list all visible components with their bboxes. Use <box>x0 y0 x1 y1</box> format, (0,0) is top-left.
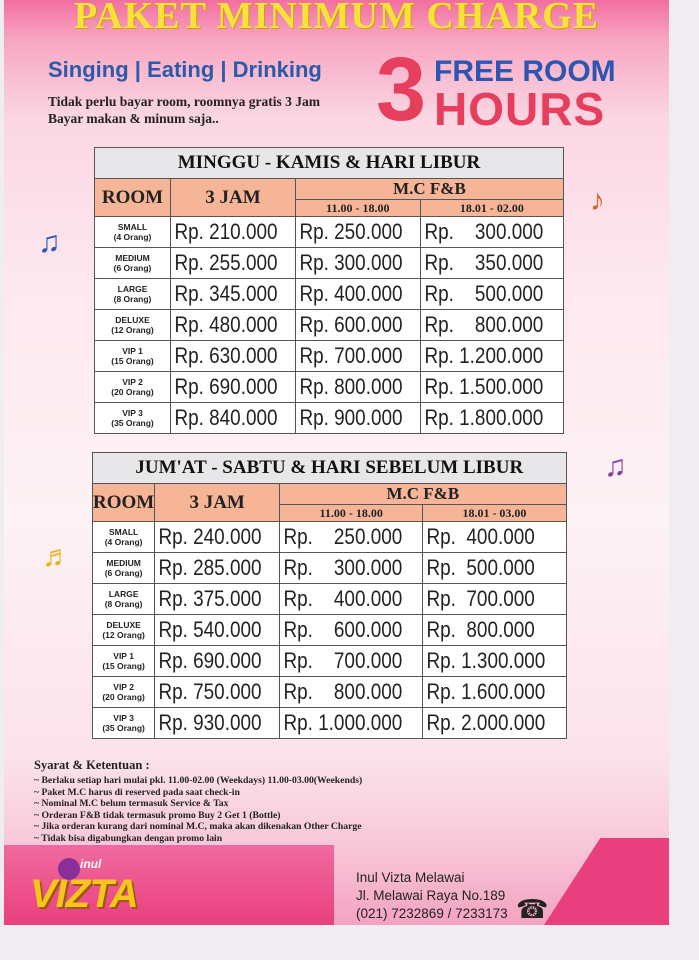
price-3jam: Rp. 345.000 <box>174 281 278 306</box>
price-slot-2: Rp. 1.200.000 <box>424 343 544 368</box>
promo-line-1: FREE ROOM <box>434 55 616 88</box>
table-row <box>95 248 564 279</box>
terms-title: Syarat & Ketentuan : <box>34 758 150 772</box>
room-name: VIP 1 <box>113 651 134 661</box>
col-mc: M.C F&B <box>295 179 563 200</box>
table-row <box>93 615 567 646</box>
promo-flyer <box>4 0 669 925</box>
price-3jam: Rp. 285.000 <box>158 555 262 580</box>
table-body <box>93 522 567 739</box>
price-slot-2: Rp. 1.300.000 <box>426 648 546 673</box>
room-capacity: (8 Orang) <box>104 599 143 609</box>
price-slot-1: Rp. 250.000 <box>299 219 403 244</box>
price-slot-1: Rp. 300.000 <box>283 555 403 580</box>
address-block <box>356 869 508 923</box>
terms-item: ~ Paket M.C harus di reserved pada saat check-in <box>34 786 240 798</box>
room-capacity: (15 Orang) <box>102 661 145 671</box>
address-line-3: (021) 7232869 / 7233173 <box>356 906 508 921</box>
table-heading: MINGGU - KAMIS & HARI LIBUR <box>95 148 564 179</box>
room-capacity: (35 Orang) <box>102 723 145 733</box>
price-slot-1: Rp. 800.000 <box>283 679 403 704</box>
room-name: SMALL <box>108 527 139 537</box>
room-capacity: (20 Orang) <box>102 692 145 702</box>
music-note-icon: ♫ <box>38 226 61 259</box>
room-name: MEDIUM <box>115 253 150 263</box>
room-capacity: (35 Orang) <box>111 418 154 428</box>
price-3jam: Rp. 750.000 <box>158 679 262 704</box>
price-table-weekdays <box>94 147 564 434</box>
room-capacity: (4 Orang) <box>104 537 143 547</box>
table-row <box>95 279 564 310</box>
table-row <box>95 341 564 372</box>
footer-corner <box>544 838 669 925</box>
table-row <box>95 372 564 403</box>
logo-inul: inul <box>80 857 102 871</box>
room-name: VIP 3 <box>122 408 143 418</box>
col-slot-2: 18.01 - 02.00 <box>420 200 563 217</box>
price-3jam: Rp. 690.000 <box>158 648 262 673</box>
price-slot-1: Rp. 700.000 <box>299 343 403 368</box>
music-note-icon: ♫ <box>604 450 627 483</box>
room-name: SMALL <box>117 222 148 232</box>
table-row <box>95 403 564 434</box>
price-3jam: Rp. 930.000 <box>158 710 262 735</box>
price-slot-2: Rp. 500.000 <box>424 281 544 306</box>
price-slot-2: Rp. 500.000 <box>426 555 536 580</box>
price-3jam: Rp. 840.000 <box>174 405 278 430</box>
price-slot-2: Rp. 1.600.000 <box>426 679 546 704</box>
table-body <box>95 217 564 434</box>
subtext-line-1: Tidak perlu bayar room, roomnya gratis 3 Jam <box>48 94 321 109</box>
promo-number: 3 <box>376 40 427 140</box>
table-row <box>93 646 567 677</box>
price-slot-2: Rp. 800.000 <box>426 617 536 642</box>
table-row <box>93 584 567 615</box>
table-row <box>93 522 567 553</box>
price-slot-1: Rp. 800.000 <box>299 374 403 399</box>
col-slot-1: 11.00 - 18.00 <box>295 200 420 217</box>
address-line-2: Jl. Melawai Raya No.189 <box>356 888 506 903</box>
price-3jam: Rp. 240.000 <box>158 524 262 549</box>
table-row <box>93 677 567 708</box>
room-capacity: (8 Orang) <box>113 294 152 304</box>
price-3jam: Rp. 480.000 <box>174 312 278 337</box>
price-slot-2: Rp. 2.000.000 <box>426 710 546 735</box>
terms-item: ~ Jika orderan kurang dari nominal M.C, maka akan dikenakan Other Charge <box>34 821 362 833</box>
room-name: LARGE <box>117 284 148 294</box>
price-slot-1: Rp. 250.000 <box>283 524 403 549</box>
price-3jam: Rp. 255.000 <box>174 250 278 275</box>
room-capacity: (6 Orang) <box>113 263 152 273</box>
price-3jam: Rp. 690.000 <box>174 374 278 399</box>
table-heading: JUM'AT - SABTU & HARI SEBELUM LIBUR <box>93 453 567 484</box>
price-slot-2: Rp. 1.800.000 <box>424 405 544 430</box>
room-name: VIP 1 <box>122 346 143 356</box>
col-3jam: 3 JAM <box>155 484 280 522</box>
table-row <box>93 553 567 584</box>
price-slot-1: Rp. 600.000 <box>283 617 403 642</box>
price-slot-1: Rp. 900.000 <box>299 405 403 430</box>
price-3jam: Rp. 210.000 <box>174 219 278 244</box>
room-name: VIP 2 <box>122 377 143 387</box>
table-row <box>93 708 567 739</box>
table-row <box>95 217 564 248</box>
tagline: Singing | Eating | Drinking <box>48 57 322 82</box>
price-slot-1: Rp. 300.000 <box>299 250 403 275</box>
table-row <box>95 310 564 341</box>
room-name: LARGE <box>108 589 139 599</box>
col-slot-2: 18.01 - 03.00 <box>423 505 566 522</box>
music-note-icon: ♪ <box>590 184 605 217</box>
price-slot-2: Rp. 700.000 <box>426 586 536 611</box>
room-name: VIP 2 <box>113 682 134 692</box>
terms-section <box>34 758 362 845</box>
address-line-1: Inul Vizta Melawai <box>356 870 465 885</box>
price-slot-1: Rp. 700.000 <box>283 648 403 673</box>
price-3jam: Rp. 540.000 <box>158 617 262 642</box>
room-name: MEDIUM <box>106 558 141 568</box>
room-name: VIP 3 <box>113 713 134 723</box>
room-capacity: (20 Orang) <box>111 387 154 397</box>
room-capacity: (4 Orang) <box>113 232 152 242</box>
room-capacity: (15 Orang) <box>111 356 154 366</box>
col-3jam: 3 JAM <box>171 179 296 217</box>
promo-line-2: HOURS <box>434 83 606 135</box>
room-capacity: (12 Orang) <box>102 630 145 640</box>
price-3jam: Rp. 375.000 <box>158 586 262 611</box>
terms-item: ~ Orderan F&B tidak termasuk promo Buy 2 Get 1 (Bottle) <box>34 809 281 821</box>
col-slot-1: 11.00 - 18.00 <box>280 505 423 522</box>
logo-vizta: VIZTA <box>30 872 138 916</box>
room-capacity: (12 Orang) <box>111 325 154 335</box>
price-slot-1: Rp. 600.000 <box>299 312 403 337</box>
terms-item: ~ Tidak bisa digabungkan dengan promo lain <box>34 832 223 844</box>
subtext-line-2: Bayar makan & minum saja.. <box>48 111 219 126</box>
price-slot-2: Rp. 350.000 <box>424 250 544 275</box>
price-slot-1: Rp. 400.000 <box>299 281 403 306</box>
price-3jam: Rp. 630.000 <box>174 343 278 368</box>
col-room: ROOM <box>95 179 171 217</box>
room-name: DELUXE <box>115 315 150 325</box>
price-slot-2: Rp. 300.000 <box>424 219 544 244</box>
room-capacity: (6 Orang) <box>104 568 143 578</box>
col-mc: M.C F&B <box>280 484 566 505</box>
terms-item: ~ Berlaku setiap hari mulai pkl. 11.00-02.00 (Weekdays) 11.00-03.00(Weekends) <box>34 775 363 786</box>
col-room: ROOM <box>93 484 155 522</box>
terms-item: ~ Nominal M.C belum termasuk Service & Tax <box>34 798 229 810</box>
music-note-icon: ♬ <box>42 540 72 573</box>
price-slot-2: Rp. 1.500.000 <box>424 374 544 399</box>
price-slot-2: Rp. 800.000 <box>424 312 544 337</box>
phone-icon: ☎ <box>516 894 549 924</box>
price-slot-2: Rp. 400.000 <box>426 524 536 549</box>
price-slot-1: Rp. 400.000 <box>283 586 403 611</box>
room-name: DELUXE <box>106 620 141 630</box>
price-table-weekends <box>92 452 567 739</box>
page-title: PAKET MINIMUM CHARGE <box>73 0 600 37</box>
price-slot-1: Rp. 1.000.000 <box>283 710 403 735</box>
subtext <box>48 93 320 127</box>
